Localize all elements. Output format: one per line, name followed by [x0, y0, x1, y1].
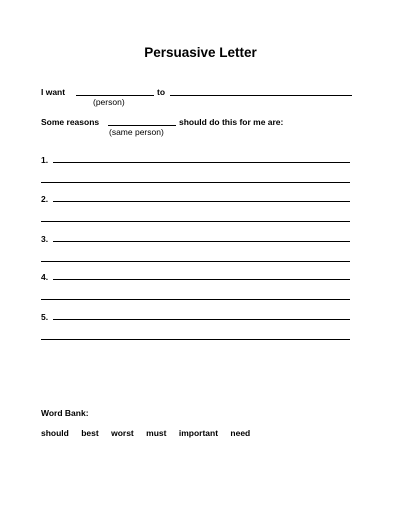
page-title: Persuasive Letter: [144, 45, 257, 60]
reasons-prefix: Some reasons: [41, 117, 100, 127]
reason-2-line-b[interactable]: [41, 221, 350, 222]
word-bank-list: [41, 428, 260, 438]
reason-1-line-a[interactable]: [53, 162, 350, 163]
reason-5-line-a[interactable]: [53, 319, 350, 320]
reasons-person-blank[interactable]: [108, 125, 176, 126]
reason-number-2: 2.: [41, 194, 49, 204]
want-item-blank[interactable]: [170, 95, 352, 96]
want-prefix: I want: [41, 87, 66, 97]
want-to-label: to: [157, 87, 166, 97]
reason-number-4: 4.: [41, 272, 49, 282]
want-person-hint: (person): [93, 97, 125, 107]
reason-number-1: 1.: [41, 155, 49, 165]
want-person-blank[interactable]: [76, 95, 154, 96]
reasons-person-hint: (same person): [109, 127, 164, 137]
reason-1-line-b[interactable]: [41, 182, 350, 183]
word-bank-item: need: [230, 428, 251, 438]
reason-5-line-b[interactable]: [41, 339, 350, 340]
reason-number-3: 3.: [41, 234, 49, 244]
reason-number-5: 5.: [41, 312, 49, 322]
word-bank-heading: Word Bank:: [41, 408, 89, 418]
reason-3-line-b[interactable]: [41, 261, 350, 262]
word-bank-item: should: [41, 428, 69, 438]
word-bank-item: best: [81, 428, 99, 438]
reason-4-line-a[interactable]: [53, 279, 350, 280]
reason-2-line-a[interactable]: [53, 201, 350, 202]
word-bank-item: important: [178, 428, 219, 438]
word-bank-item: worst: [111, 428, 134, 438]
reason-3-line-a[interactable]: [53, 241, 350, 242]
reason-4-line-b[interactable]: [41, 299, 350, 300]
word-bank-item: must: [146, 428, 167, 438]
reasons-suffix: should do this for me are:: [179, 117, 284, 127]
